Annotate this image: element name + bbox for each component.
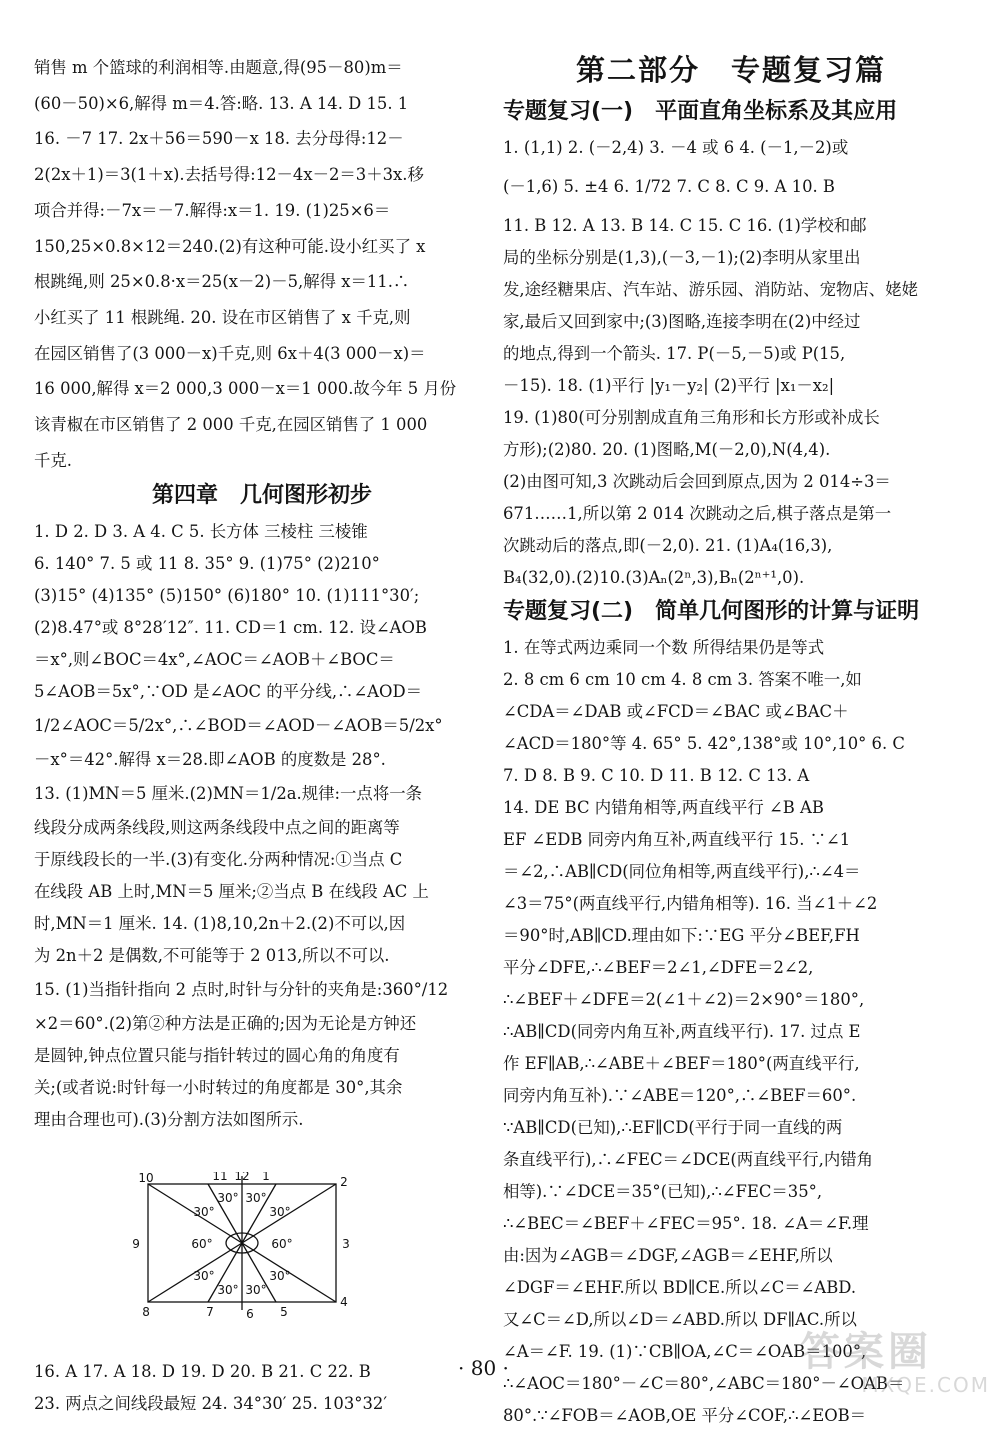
text-line: (－1,6) 5. ±4 6. 1/72 7. C 8. C 9. A 10. B [503,177,835,196]
text-line: 局的坐标分别是(1,3),(－3,－1);(2)李明从家里出 [503,248,861,267]
text-line: 1. D 2. D 3. A 4. C 5. 长方体 三棱柱 三棱锥 [34,522,368,542]
text-line: ∴∠BEC＝∠BEF＋∠FEC＝95°. 18. ∠A＝∠F.理 [503,1214,869,1233]
text-line: 1. (1,1) 2. (－2,4) 3. －4 或 6 4. (－1,－2)或 [503,138,849,157]
clock-number: 3 [342,1236,350,1251]
text-line: ∠DGF＝∠EHF.所以 BD∥CE.所以∠C＝∠ABD. [503,1278,857,1297]
clock-number: 10 [138,1171,154,1185]
text-line: 家,最后又回到家中;(3)图略,连接李明在(2)中经过 [503,312,861,331]
text-line: ∵AB∥CD(已知),∴EF∥CD(平行于同一直线的两 [503,1118,843,1137]
part-title: 第二部分 专题复习篇 [575,53,886,87]
text-line: 的地点,得到一个箭头. 17. P(－5,－5)或 P(15, [503,344,846,363]
text-line: 150,25×0.8×12＝240.(2)有这种可能.设小红买了 x [34,236,426,256]
clock-number: 5 [280,1304,288,1319]
text-line: 14. DE BC 内错角相等,两直线平行 ∠B AB [503,798,824,817]
text-line: 在园区销售了(3 000－x)千克,则 6x＋4(3 000－x)＝ [34,343,426,363]
text-line: 时,MN＝1 厘米. 14. (1)8,10,2n＋2.(2)不可以,因 [34,913,406,933]
text-line: 销售 m 个篮球的利润相等.由题意,得(95－80)m＝ [34,58,403,77]
clock-number: 7 [206,1304,214,1319]
text-line: ∴∠BEF＋∠DFE＝2(∠1＋∠2)＝2×90°＝180°, [503,990,865,1009]
clock-number: 11 [212,1171,228,1183]
text-line: 又∠C＝∠D,所以∠D＝∠ABD.所以 DF∥AC.所以 [503,1310,857,1329]
text-line: B₄(32,0).(2)10.(3)Aₙ(2ⁿ,3),Bₙ(2ⁿ⁺¹,0). [503,568,805,587]
text-line: 发,途经糖果店、汽车站、游乐园、消防站、宠物店、姥姥 [503,280,918,299]
text-line: (3)15° (4)135° (5)150° (6)180° 10. (1)111°30′; [34,586,420,606]
text-line: 千克. [34,450,72,470]
section2-answers [503,632,959,1432]
text-line: ∴AB∥CD(同旁内角互补,两直线平行). 17. 过点 E [503,1022,861,1041]
clock-number: 9 [132,1236,140,1251]
left-column [34,50,490,1420]
text-line: 1. 在等式两边乘同一个数 所得结果仍是等式 [503,638,825,657]
text-line: 7. D 8. B 9. C 10. D 11. B 12. C 13. A [503,766,810,785]
clock-number: 2 [340,1174,348,1189]
chapter-title: 第四章 几何图形初步 [151,483,372,509]
text-line: 次跳动后的落点,即(－2,0). 21. (1)A₄(16,3), [503,536,833,555]
text-line: 于原线段长的一半.(3)有变化.分两种情况:①当点 C [34,849,403,869]
section1-answers [503,132,959,594]
angle-label: 30° [217,1282,239,1297]
text-line: 80°.∵∠FOB＝∠AOB,OE 平分∠COF,∴∠EOB＝ [503,1406,867,1425]
angle-label: 30° [269,1204,291,1219]
answers-block-1 [34,50,490,478]
page-number: · 80 · [458,1356,509,1380]
text-line: 条直线平行),∴∠FEC＝∠DCE(两直线平行,内错角 [503,1150,874,1169]
chapter4-tail [34,1356,490,1420]
text-line: 16. －7 17. 2x＋56＝590－x 18. 去分母得:12－ [34,129,404,149]
text-line: －15). 18. (1)平行 |y₁－y₂| (2)平行 |x₁－x₂| [503,376,835,395]
angle-label: 60° [271,1236,293,1251]
text-line: 根跳绳,则 25×0.8·x＝25(x－2)－5,解得 x＝11.∴ [34,272,410,292]
text-line: 16 000,解得 x＝2 000,3 000－x＝1 000.故今年 5 月份 [34,379,457,399]
text-line: 小红买了 11 根跳绳. 20. 设在市区销售了 x 千克,则 [34,307,411,327]
text-line: 同旁内角互补).∵∠ABE＝120°,∴∠BEF＝60°. [503,1086,857,1105]
angle-label: 30° [193,1268,215,1283]
text-line: －x°＝42°.解得 x＝28.即∠AOB 的度数是 28°. [34,750,386,770]
text-line: (60－50)×6,解得 m＝4.答:略. 13. A 14. D 15. 1 [34,93,409,113]
text-line: 理由合理也可).(3)分割方法如图所示. [34,1109,304,1129]
text-line: 2(2x＋1)＝3(1＋x).去括号得:12－4x－2＝3＋3x.移 [34,165,424,185]
text-line: 2. 8 cm 6 cm 10 cm 4. 8 cm 3. 答案不唯一,如 [503,670,862,689]
text-line: EF ∠EDB 同旁内角互补,两直线平行 15. ∵∠1 [503,830,851,849]
text-line: 相等).∵∠DCE＝35°(已知),∴∠FEC＝35°, [503,1182,823,1201]
text-line: 13. (1)MN＝5 厘米.(2)MN＝1/2a.规律:一点将一条 [34,784,422,804]
text-line: 1/2∠AOC＝5/2x°,∴∠BOD＝∠AOD－∠AOB＝5/2x° [34,716,443,736]
section-title: 专题复习(二) 简单几何图形的计算与证明 [503,599,920,624]
clock-number: 12 [234,1171,250,1183]
text-line: 线段分成两条线段,则这两条线段中点之间的距离等 [34,817,400,837]
clock-division-figure [34,1172,490,1332]
angle-label: 60° [191,1236,213,1251]
text-line: (2)由图可知,3 次跳动后会回到原点,因为 2 014÷3＝ [503,472,891,491]
text-line: 在线段 AB 上时,MN＝5 厘米;②当点 B 在线段 AC 上 [34,881,429,901]
clock-number: 4 [340,1294,348,1309]
clock-number: 1 [262,1171,270,1183]
chapter4-answers [34,516,490,1135]
angle-label: 30° [269,1268,291,1283]
text-line: 方形);(2)80. 20. (1)图略,M(－2,0),N(4,4). [503,440,831,459]
text-line: 11. B 12. A 13. B 14. C 15. C 16. (1)学校和邮 [503,216,867,235]
text-line: ∴∠AOC＝180°－∠C＝80°,∠ABC＝180°－∠OAB＝ [503,1374,905,1393]
text-line: ×2＝60°.(2)第②种方法是正确的;因为无论是方钟还 [34,1013,417,1033]
text-line: ∠A＝∠F. 19. (1)∵CB∥OA,∠C＝∠OAB＝100°, [503,1342,867,1361]
text-line: 23. 两点之间线段最短 24. 34°30′ 25. 103°32′ [34,1393,388,1413]
angle-label: 30° [245,1282,267,1297]
angle-label: 30° [245,1190,267,1205]
watermark-site: MXQE.COM [861,1373,990,1397]
text-line: 平分∠DFE,∴∠BEF＝2∠1,∠DFE＝2∠2, [503,958,814,977]
text-line: ∠3＝75°(两直线平行,内错角相等). 16. 当∠1＋∠2 [503,894,878,913]
text-line: (2)8.47°或 8°28′12″. 11. CD＝1 cm. 12. 设∠AOB [34,618,427,638]
angle-label: 30° [217,1190,239,1205]
text-line: 16. A 17. A 18. D 19. D 20. B 21. C 22. B [34,1361,371,1381]
right-column [503,50,959,1432]
text-line: 6. 140° 7. 5 或 11 8. 35° 9. (1)75° (2)210° [34,554,380,574]
section-title: 专题复习(一) 平面直角坐标系及其应用 [503,99,898,124]
angle-label: 30° [193,1204,215,1219]
clock-number: 6 [246,1306,254,1321]
text-line: ∠ACD＝180°等 4. 65° 5. 42°,138°或 10°,10° 6. C [503,734,905,753]
text-line: 5∠AOB＝5x°,∵OD 是∠AOC 的平分线,∴∠AOD＝ [34,682,422,702]
clock-number: 8 [142,1304,150,1319]
text-line: 该青椒在市区销售了 2 000 千克,在园区销售了 1 000 [34,415,428,435]
text-line: 由:因为∠AGB＝∠DGF,∠AGB＝∠EHF,所以 [503,1246,833,1265]
text-line: ＝∠2,∴AB∥CD(同位角相等,两直线平行),∴∠4＝ [503,862,861,881]
text-line: ＝90°时,AB∥CD.理由如下:∵EG 平分∠BEF,FH [503,926,860,945]
text-line: 作 EF∥AB,∴∠ABE＋∠BEF＝180°(两直线平行, [503,1054,860,1073]
text-line: 671……1,所以第 2 014 次跳动之后,棋子落点是第一 [503,504,892,523]
text-line: ＝x°,则∠BOC＝4x°,∠AOC＝∠AOB＋∠BOC＝ [34,650,395,670]
text-line: ∠CDA＝∠DAB 或∠FCD＝∠BAC 或∠BAC＋ [503,702,849,721]
text-line: 项合并得:－7x＝－7.解得:x＝1. 19. (1)25×6＝ [34,200,391,220]
text-line: 为 2n＋2 是偶数,不可能等于 2 013,所以不可以. [34,945,390,965]
watermark [800,1330,990,1400]
text-line: 19. (1)80(可分别割成直角三角形和长方形或补成长 [503,408,880,427]
watermark-logo: 答案圈 [800,1329,932,1375]
text-line: 关;(或者说:时针每一小时转过的角度都是 30°,其余 [34,1077,403,1097]
text-line: 是圆钟,钟点位置只能与指针转过的圆心角的角度有 [34,1045,400,1065]
text-line: 15. (1)当指针指向 2 点时,时针与分针的夹角是:360°/12 [34,979,449,999]
